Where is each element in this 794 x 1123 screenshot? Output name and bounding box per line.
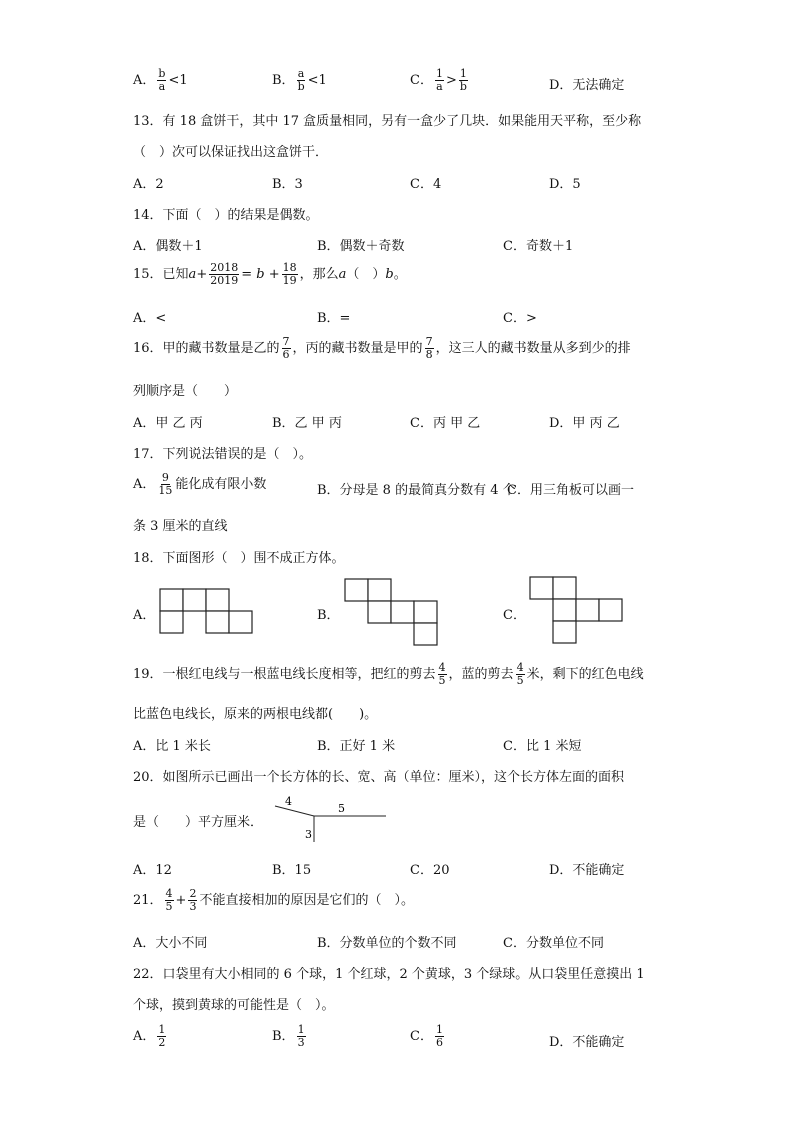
q16-option-d[interactable]: D．甲 丙 乙: [549, 416, 620, 431]
q14-option-c[interactable]: C．奇数＋1: [503, 239, 574, 254]
q13-stem-line2: （ ）次可以保证找出这盒饼干．: [133, 145, 329, 160]
q19-option-b[interactable]: B．正好 1 米: [317, 739, 396, 754]
q16-option-b[interactable]: B．乙 甲 丙: [272, 416, 342, 431]
q22-option-b[interactable]: B． $\frac{1}{3}$: [272, 1023, 305, 1049]
cube-net-c: [528, 576, 623, 646]
fraction: $\frac{4}{5}$: [165, 887, 173, 913]
fraction: $\frac{18}{19}$: [282, 261, 297, 287]
height-label: 3: [305, 828, 312, 841]
q12-option-b[interactable]: B． $\frac{a}{b}$ <1: [272, 67, 327, 93]
q22-option-a[interactable]: A． $\frac{1}{2}$: [133, 1023, 166, 1049]
q14-option-b[interactable]: B．偶数＋奇数: [317, 239, 405, 254]
fraction: $\frac{1}{2}$: [158, 1023, 166, 1049]
q19-stem-line1: 19．一根红电线与一根蓝电线长度相等，把红的剪去 $\frac{4}{5}$ ，蓝的剪去 $\frac{4}{5}$ 米，剩下的红色电线: [133, 661, 644, 687]
q16-option-c[interactable]: C．丙 甲 乙: [410, 416, 481, 431]
q14-option-a[interactable]: A．偶数＋1: [133, 239, 203, 254]
q20-stem-line2: 是（ ）平方厘米．: [133, 815, 264, 830]
q17-option-b[interactable]: B．分母是 8 的最简真分数有 4 个: [317, 483, 516, 498]
q12-option-d[interactable]: D．无法确定: [549, 78, 625, 93]
q16-stem-line2: 列顺序是（ ）: [133, 384, 238, 399]
q18-option-a[interactable]: A．: [133, 608, 156, 623]
fraction: $\frac{4}{5}$: [438, 661, 446, 687]
q21-stem: 21． $\frac{4}{5}$ + $\frac{2}{3}$ 不能直接相加的原因是它们的（ ）。: [133, 887, 414, 913]
fraction: $\frac{1}{3}$: [297, 1023, 305, 1049]
q15-option-a[interactable]: A．<: [133, 311, 167, 326]
q20-option-b[interactable]: B．15: [272, 863, 312, 878]
q13-option-a[interactable]: A．2: [133, 177, 164, 192]
fraction: $\frac{4}{5}$: [516, 661, 524, 687]
fraction: $\frac{1}{a}$: [435, 67, 443, 93]
fraction: $\frac{1}{6}$: [435, 1023, 443, 1049]
q21-option-a[interactable]: A．大小不同: [133, 936, 208, 951]
q12-option-a[interactable]: A． $\frac{b}{a}$ <1: [133, 67, 188, 93]
q18-option-c[interactable]: C．: [503, 608, 526, 623]
q17-option-a[interactable]: A． $\frac{9}{15}$ 能化成有限小数: [133, 471, 267, 497]
q21-option-b[interactable]: B．分数单位的个数不同: [317, 936, 457, 951]
q16-option-a[interactable]: A．甲 乙 丙: [133, 416, 203, 431]
cube-net-b: [343, 578, 438, 648]
q12-option-c[interactable]: C． $\frac{1}{a}$ > $\frac{1}{b}$: [410, 67, 467, 93]
q22-stem-line2: 个球，摸到黄球的可能性是（ ）。: [133, 998, 335, 1013]
fraction: $\frac{2018}{2019}$: [210, 261, 239, 287]
q15-option-b[interactable]: B．=: [317, 311, 351, 326]
q20-option-a[interactable]: A．12: [133, 863, 172, 878]
q19-option-a[interactable]: A．比 1 米长: [133, 739, 211, 754]
q18-stem: 18．下面图形（ ）围不成正方体。: [133, 551, 345, 566]
q18-option-b[interactable]: B．: [317, 608, 340, 623]
q22-stem-line1: 22．口袋里有大小相同的 6 个球，1 个红球，2 个黄球，3 个绿球。从口袋里任意摸出 1: [133, 967, 645, 982]
q15-stem: 15．已知a+ $\frac{2018}{2019}$ = b + $\frac{18}{19}$ ，那么a（ ）b。: [133, 261, 407, 287]
q16-stem-line1: 16．甲的藏书数量是乙的 $\frac{7}{6}$ ，丙的藏书数量是甲的 $\frac{7}{8}$ ，这三人的藏书数量从多到少的排: [133, 335, 631, 361]
q19-option-c[interactable]: C．比 1 米短: [503, 739, 582, 754]
q13-stem-line1: 13．有 18 盒饼干，其中 17 盒质量相同，另有一盒少了几块．如果能用天平称，至少称: [133, 114, 642, 129]
q22-option-d[interactable]: D．不能确定: [549, 1035, 625, 1050]
q14-stem: 14．下面（ ）的结果是偶数。: [133, 208, 319, 223]
width-label: 4: [285, 795, 292, 808]
q13-option-c[interactable]: C．4: [410, 177, 442, 192]
cube-net-a: [158, 587, 253, 637]
fraction: $\frac{7}{8}$: [425, 335, 433, 361]
length-label: 5: [338, 802, 345, 815]
q17-option-c-cont: 条 3 厘米的直线: [133, 519, 228, 534]
q15-option-c[interactable]: C．>: [503, 311, 537, 326]
q17-stem: 17．下列说法错误的是（ ）。: [133, 447, 313, 462]
q20-option-d[interactable]: D．不能确定: [549, 863, 625, 878]
fraction: $\frac{b}{a}$: [158, 67, 166, 93]
cuboid-dimension-figure: [270, 792, 390, 844]
fraction: $\frac{2}{3}$: [189, 887, 197, 913]
q20-stem-line1: 20．如图所示已画出一个长方体的长、宽、高（单位：厘米），这个长方体左面的面积: [133, 770, 625, 785]
q22-option-c[interactable]: C． $\frac{1}{6}$: [410, 1023, 443, 1049]
q17-option-c[interactable]: C．用三角板可以画一: [507, 483, 634, 498]
fraction: $\frac{7}{6}$: [282, 335, 290, 361]
q13-option-d[interactable]: D．5: [549, 177, 581, 192]
q13-option-b[interactable]: B．3: [272, 177, 303, 192]
fraction: $\frac{a}{b}$: [297, 67, 305, 93]
fraction: $\frac{9}{15}$: [158, 471, 173, 497]
q19-stem-line2: 比蓝色电线长，原来的两根电线都( )。: [133, 707, 378, 722]
fraction: $\frac{1}{b}$: [459, 67, 467, 93]
q21-option-c[interactable]: C．分数单位不同: [503, 936, 604, 951]
q20-option-c[interactable]: C．20: [410, 863, 450, 878]
